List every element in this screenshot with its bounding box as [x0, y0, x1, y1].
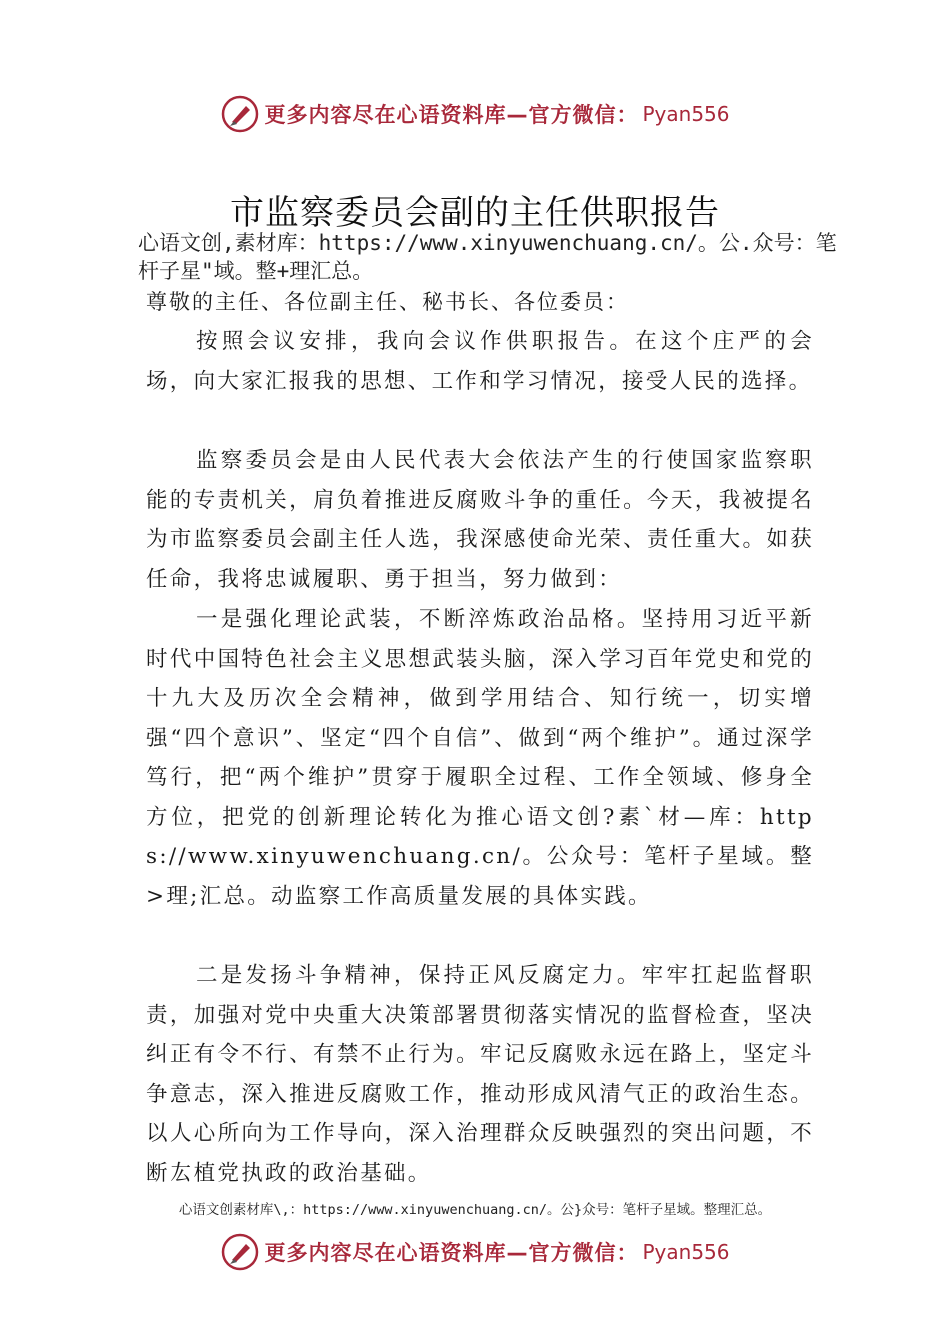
footer-banner	[0, 1230, 950, 1274]
source-note: 心语文创,素材库：https://www.xinyuwenchuang.cn/。公.众号：笔杆子星"域。整+理汇总。	[138, 231, 837, 283]
paragraph-1: 按照会议安排，我向会议作供职报告。在这个庄严的会场，向大家汇报我的思想、工作和学习情况，接受人民的选择。	[146, 329, 814, 394]
header-banner	[0, 92, 950, 136]
footer-note: 心语文创素材库\,：https://www.xinyuwenchuang.cn/。公}众号：笔杆子星域。整理汇总。	[178, 1202, 772, 1218]
banner-text: 更多内容尽在心语资料库—官方微信：	[264, 103, 639, 127]
document-title: 市监察委员会副的主任供职报告	[230, 193, 720, 233]
pen-nib-logo-icon	[220, 94, 260, 134]
paragraph-2: 监察委员会是由人民代表大会依法产生的行使国家监察职能的专责机关，肩负着推进反腐败斗争的重任。今天，我被提名为市监察委员会副主任人选，我深感使命光荣、责任重大。如获任命，我将忠诚履职、勇于担当，努力做到：	[146, 448, 814, 592]
pen-nib-logo-icon	[220, 1232, 260, 1272]
banner-wechat-id: Pyan556	[642, 1240, 730, 1264]
banner-text: 更多内容尽在心语资料库—官方微信：	[264, 1241, 639, 1265]
banner-wechat-id: Pyan556	[642, 102, 730, 126]
paragraph-3: 一是强化理论武装，不断淬炼政治品格。坚持用习近平新时代中国特色社会主义思想武装头脑，深入学习百年党史和党的十九大及历次全会精神，做到学用结合、知行统一，切实增强“四个意识”、坚定“四个自信”、做到“两个维护”。通过深学笃行，把“两个维护”贯穿于履职全过程、工作全领域、修身全方位，把党的创新理论转化为推心语文创?素`材—库：https://www.xinyuwenchuang.cn/。公众号：笔杆子星域。整>理;汇总。动监察工作高质量发展的具体实践。	[146, 607, 814, 909]
salutation: 尊敬的主任、各位副主任、秘书长、各位委员：	[146, 290, 629, 314]
paragraph-4: 二是发扬斗争精神，保持正风反腐定力。牢牢扛起监督职责，加强对党中央重大决策部署贯彻落实情况的监督检查，坚决纠正有令不行、有禁不止行为。牢记反腐败永远在路上，坚定斗争意志，深入推进反腐败工作，推动形成风清气正的政治生态。以人心所向为工作导向，深入治理群众反映强烈的突出问题，不断厷植党执政的政治基础。	[146, 963, 814, 1186]
